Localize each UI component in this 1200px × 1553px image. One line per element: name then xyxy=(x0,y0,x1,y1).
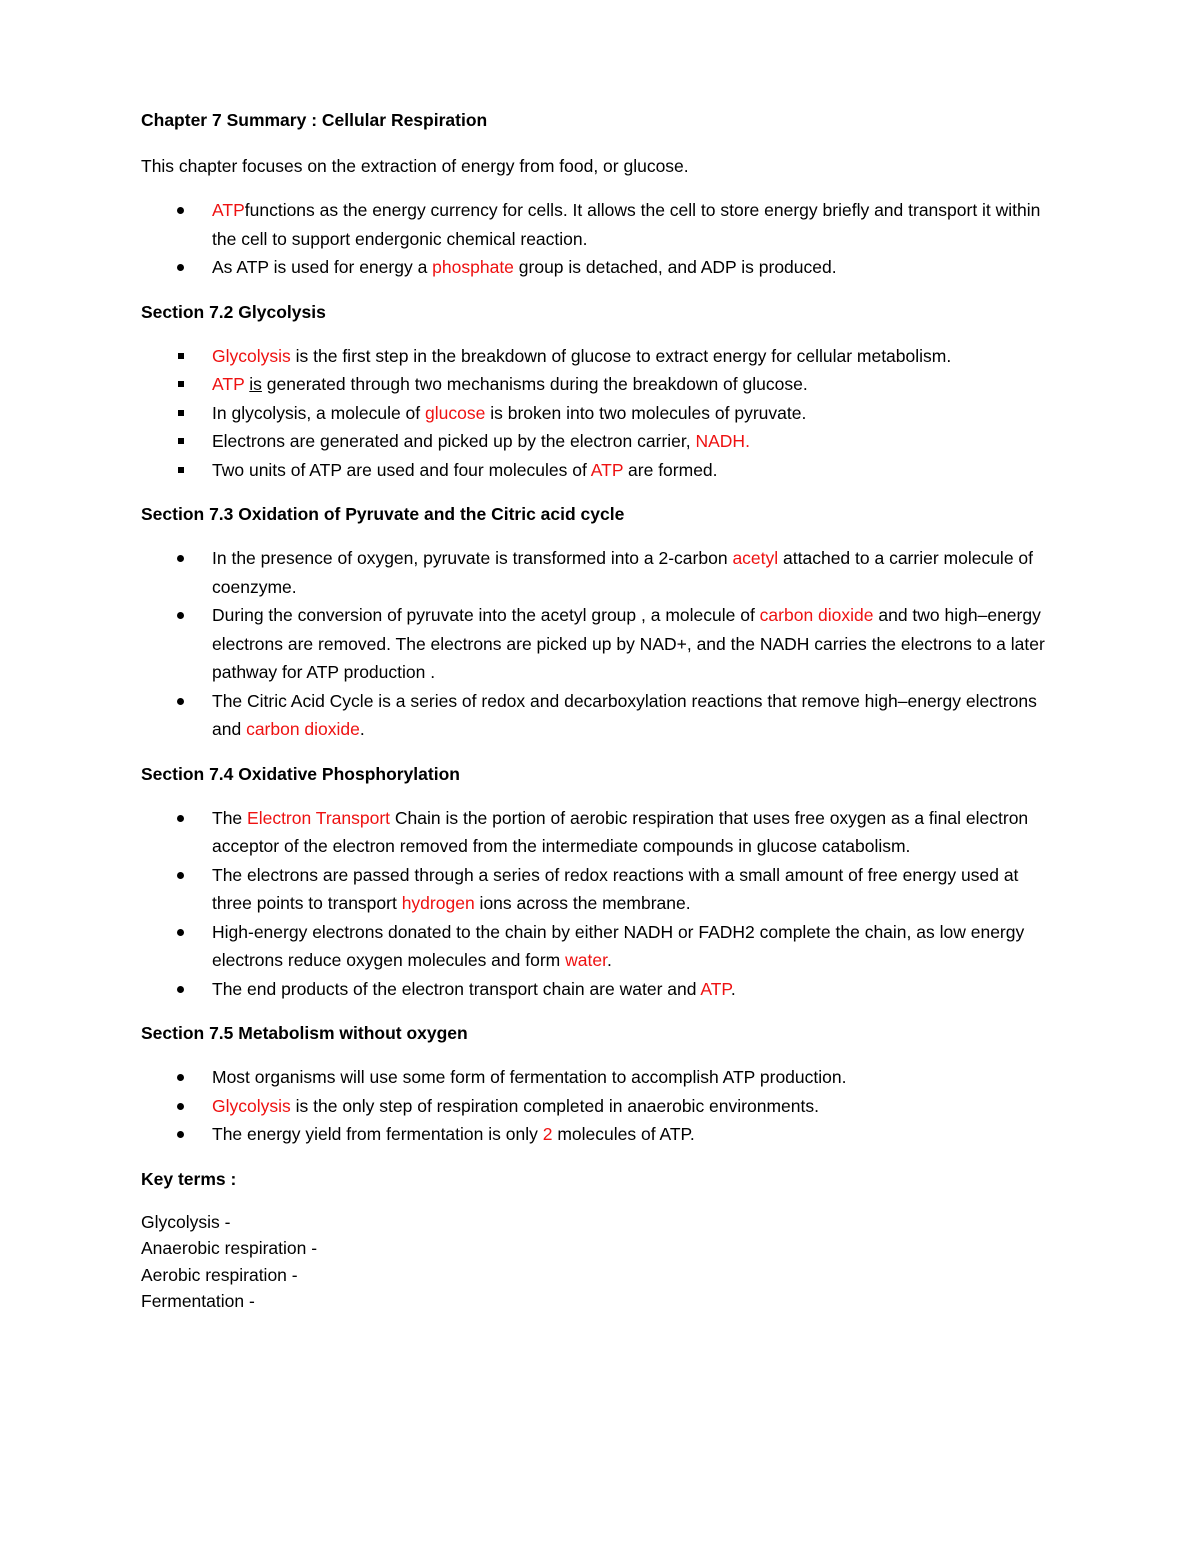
list-item-text: are formed. xyxy=(623,459,718,480)
section-bullet-list xyxy=(141,1063,1061,1149)
list-item-text: The Citric Acid Cycle is a series of redox and decarboxylation reactions that remove high–energy electrons and xyxy=(212,690,1037,739)
list-item xyxy=(141,399,1061,428)
intro-paragraph: This chapter focuses on the extraction of energy from food, or glucose. xyxy=(141,156,689,176)
list-item-text: Electrons are generated and picked up by the electron carrier, xyxy=(212,431,696,451)
highlighted-term: phosphate xyxy=(432,257,514,277)
list-item-text: The electrons are passed through a series of redox reactions with a small amount of free energy used at three points to transport xyxy=(212,864,1019,913)
highlighted-term: Glycolysis xyxy=(212,1095,291,1116)
list-item xyxy=(141,544,1061,601)
section-heading: Section 7.2 Glycolysis xyxy=(141,301,326,322)
key-term: Glycolysis - xyxy=(141,1211,231,1232)
list-item-text: Chain is the portion of aerobic respiration that uses free oxygen as a final electron acceptor of the electron removed from the intermediate compounds in glucose catabolism. xyxy=(212,807,1029,856)
list-item xyxy=(141,253,1061,282)
list-item-text: In glycolysis, a molecule of xyxy=(212,402,426,423)
list-item-text: and two high–energy electrons are removed. The electrons are picked up by NAD+, and the NADH carries the electrons to a later pathway for ATP production . xyxy=(212,605,1045,682)
section-bullet-list xyxy=(141,342,1061,485)
list-item-text: The end products of the electron transport chain are water and xyxy=(212,978,701,999)
list-item-text: functions as the energy currency for cells. It allows the cell to store energy briefly and transport it within the cell to support endergonic chemical reaction. xyxy=(212,200,1041,249)
section-bullet-list xyxy=(141,544,1061,744)
highlighted-term: carbon dioxide xyxy=(759,605,874,625)
highlighted-term: glucose xyxy=(425,402,486,423)
list-item-text: is broken into two molecules of pyruvate. xyxy=(485,402,807,423)
highlighted-term: ATP xyxy=(212,374,245,394)
list-item xyxy=(141,427,1061,456)
section xyxy=(141,760,1061,1004)
highlighted-term: ATP xyxy=(590,459,624,480)
highlighted-term: water xyxy=(565,950,607,970)
key-term: Fermentation - xyxy=(141,1291,255,1311)
section-heading: Section 7.3 Oxidation of Pyruvate and the Citric acid cycle xyxy=(141,504,625,524)
list-item-text: is the first step in the breakdown of glucose to extract energy for cellular metabolism. xyxy=(290,345,952,366)
list-item xyxy=(141,601,1061,687)
key-terms-heading: Key terms : xyxy=(141,1168,237,1189)
highlighted-term: hydrogen xyxy=(401,893,475,913)
list-item-text: During the conversion of pyruvate into the acetyl group , a molecule of xyxy=(212,605,760,625)
list-item-text: In the presence of oxygen, pyruvate is transformed into a 2-carbon xyxy=(212,548,733,568)
document-content xyxy=(141,106,1061,1315)
list-item-text: The energy yield from fermentation is only xyxy=(212,1124,543,1144)
highlighted-term: acetyl xyxy=(732,548,779,568)
list-item-text: molecules of ATP. xyxy=(552,1124,695,1144)
list-item xyxy=(141,1092,1061,1121)
list-item xyxy=(141,1120,1061,1149)
highlighted-term: NADH. xyxy=(695,431,750,451)
list-item xyxy=(141,1063,1061,1092)
list-item xyxy=(141,370,1061,399)
list-item-text: generated through two mechanisms during the breakdown of glucose. xyxy=(261,374,808,394)
list-item-text: . xyxy=(606,950,612,970)
list-item-text: The xyxy=(212,807,248,828)
list-item-text: Two units of ATP are used and four molecules of xyxy=(212,459,591,480)
section xyxy=(141,298,1061,485)
list-item xyxy=(141,975,1061,1004)
section xyxy=(141,500,1061,744)
list-item xyxy=(141,918,1061,975)
list-item-text: High-energy electrons donated to the chain by either NADH or FADH2 complete the chain, as low energy electrons reduce oxygen molecules and form xyxy=(212,921,1025,970)
list-item-text: Most organisms will use some form of fermentation to accomplish ATP production. xyxy=(212,1067,847,1087)
list-item xyxy=(141,196,1061,253)
list-item xyxy=(141,804,1061,861)
key-terms-list xyxy=(141,1209,1061,1315)
highlighted-term: Electron Transport xyxy=(247,807,391,828)
intro-bullet-list xyxy=(141,196,1061,282)
highlighted-term: ATP xyxy=(700,978,731,999)
list-item-text: As ATP is used for energy a xyxy=(212,257,433,277)
list-item xyxy=(141,456,1061,485)
list-item-text: . xyxy=(730,978,736,999)
highlighted-term: carbon dioxide xyxy=(246,719,360,739)
list-item xyxy=(141,687,1061,744)
list-item-text: ions across the membrane. xyxy=(474,893,691,913)
list-item xyxy=(141,861,1061,918)
highlighted-term: 2 xyxy=(542,1124,553,1144)
list-item-text: group is detached, and ADP is produced. xyxy=(513,257,837,277)
list-item-text: attached to a carrier molecule of coenzyme. xyxy=(212,548,1034,597)
key-term: Aerobic respiration - xyxy=(141,1264,298,1285)
section-bullet-list xyxy=(141,804,1061,1004)
sections-container xyxy=(141,298,1061,1149)
section-heading: Section 7.5 Metabolism without oxygen xyxy=(141,1023,468,1043)
list-item xyxy=(141,342,1061,371)
list-item-text: is xyxy=(249,374,262,394)
list-item-text: . xyxy=(359,719,365,739)
chapter-title: Chapter 7 Summary : Cellular Respiration xyxy=(141,110,488,130)
highlighted-term: Glycolysis xyxy=(212,345,291,366)
list-item-text: is the only step of respiration completed in anaerobic environments. xyxy=(290,1095,819,1116)
highlighted-term: ATP xyxy=(212,200,245,220)
section-heading: Section 7.4 Oxidative Phosphorylation xyxy=(141,763,460,784)
key-term: Anaerobic respiration - xyxy=(141,1238,318,1258)
section xyxy=(141,1019,1061,1149)
